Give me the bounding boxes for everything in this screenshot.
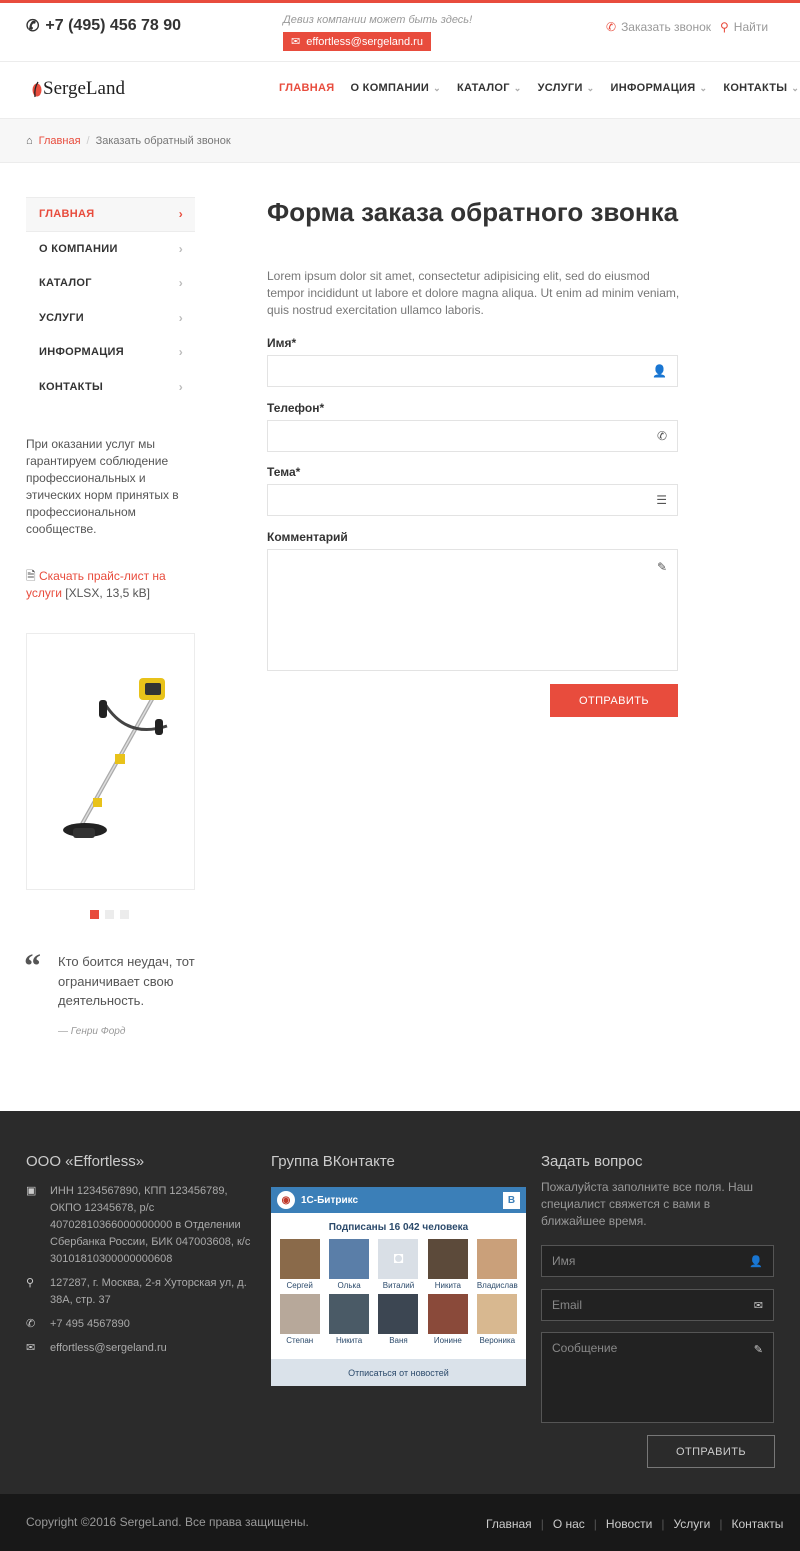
footer-ask-title: Задать вопрос — [541, 1153, 643, 1170]
footer-requisites-text: ИНН 1234567890, КПП 123456789, ОКПО 12345678, р/с 40702810366000000000 в Отделении Сбербанка России, БИК 047003608, к/с 30101810300000000608 — [50, 1185, 251, 1265]
quote-author: — Генри Форд — [58, 1026, 126, 1037]
chevron-right-icon: › — [178, 207, 183, 222]
avatar — [428, 1294, 468, 1334]
user-icon: 👤 — [749, 1255, 763, 1268]
vk-user-name: Сергей — [286, 1281, 313, 1290]
search-label: Найти — [733, 20, 769, 34]
topic-field[interactable] — [267, 484, 678, 516]
vk-user-name: Владислав — [476, 1281, 518, 1290]
user-icon: 👤 — [652, 364, 667, 378]
footer-message-placeholder: Сообщение — [552, 1341, 618, 1355]
slider-dot[interactable] — [120, 910, 129, 919]
breadcrumb-home[interactable]: Главная — [38, 135, 81, 147]
footer-link-contacts[interactable]: Контакты — [731, 1517, 784, 1531]
vk-user-name: Ионине — [433, 1336, 462, 1345]
chevron-right-icon: › — [178, 379, 183, 394]
chevron-down-icon: ⌄ — [699, 82, 708, 93]
avatar — [378, 1294, 418, 1334]
sidebar-item-label: О КОМПАНИИ — [39, 242, 118, 255]
nav-label: ГЛАВНАЯ — [279, 82, 335, 94]
chevron-right-icon: › — [178, 276, 183, 291]
phone-icon: ✆ — [26, 1318, 36, 1330]
logo-mark-icon — [32, 80, 42, 98]
footer-email-field[interactable] — [541, 1289, 774, 1321]
name-field[interactable] — [267, 355, 678, 387]
pencil-icon: ✎ — [753, 1344, 763, 1356]
list-icon: ☰ — [656, 493, 667, 507]
sidebar-item-services[interactable] — [26, 301, 195, 336]
vk-group-name[interactable]: 1С-Битрикс — [301, 1194, 359, 1206]
header-email[interactable] — [283, 32, 431, 51]
vk-user[interactable] — [473, 1239, 522, 1290]
sidebar-menu — [26, 197, 195, 404]
avatar — [329, 1239, 369, 1279]
vk-user-name: Степан — [286, 1336, 314, 1345]
footer-email-placeholder: Email — [552, 1298, 583, 1312]
footer-vk-title: Группа ВКонтакте — [271, 1153, 395, 1170]
quote-icon: “ — [24, 948, 41, 985]
nav-label: КОНТАКТЫ — [723, 82, 788, 94]
vk-user-name: Никита — [434, 1281, 462, 1290]
vk-user-name: Олька — [337, 1281, 361, 1290]
avatar — [477, 1239, 517, 1279]
vk-widget — [271, 1187, 526, 1386]
footer-address — [26, 1275, 258, 1309]
vk-user-grid — [271, 1233, 526, 1345]
nav-item-info[interactable] — [611, 82, 708, 94]
nav-label: КАТАЛОГ — [456, 82, 510, 94]
footer-message-field[interactable] — [541, 1332, 774, 1423]
avatar — [280, 1239, 320, 1279]
link-separator: | — [719, 1517, 723, 1531]
sidebar-item-label: КАТАЛОГ — [39, 277, 92, 290]
nav-item-about[interactable] — [350, 82, 441, 94]
breadcrumb-current: Заказать обратный звонок — [95, 135, 231, 147]
footer-phone — [26, 1316, 258, 1333]
topic-label: Тема* — [267, 465, 301, 479]
main-nav — [279, 82, 799, 94]
sidebar-quote: Кто боится неудач, тот ограничивает свою деятельность. — [58, 954, 195, 1008]
footer-submit-button[interactable]: ОТПРАВИТЬ — [647, 1435, 775, 1468]
envelope-icon: ✉ — [26, 1342, 36, 1354]
nav-label: ИНФОРМАЦИЯ — [610, 82, 696, 94]
chevron-right-icon: › — [178, 345, 183, 360]
sidebar-text: При оказании услуг мы гарантируем соблюдение профессиональных и этических норм принятых в профессиональном сообществе. — [26, 437, 179, 536]
envelope-icon: ✉ — [291, 36, 301, 48]
avatar — [280, 1294, 320, 1334]
vk-user[interactable] — [324, 1239, 373, 1290]
footer-ask-text: Пожалуйста заполните все поля. Наш специалист свяжется с вами в ближайшее время. — [541, 1180, 754, 1228]
sidebar-item-label: УСЛУГИ — [39, 311, 85, 324]
logo-text: SergeLand — [43, 78, 125, 99]
breadcrumb — [26, 135, 231, 147]
vk-header — [271, 1187, 526, 1213]
footer-email-text[interactable]: effortless@sergeland.ru — [50, 1342, 167, 1354]
footer-links — [486, 1517, 783, 1531]
file-icon: 🗎 — [26, 569, 36, 583]
trimmer-image — [27, 634, 194, 889]
slider-dot[interactable] — [105, 910, 114, 919]
sidebar-item-label: КОНТАКТЫ — [39, 380, 104, 393]
comment-field[interactable] — [267, 549, 678, 671]
phone-icon: ✆ — [656, 429, 667, 443]
sidebar-item-label: ИНФОРМАЦИЯ — [39, 346, 124, 359]
link-separator: | — [540, 1517, 544, 1531]
vk-user-name: Никита — [335, 1336, 363, 1345]
avatar — [428, 1239, 468, 1279]
nav-label: УСЛУГИ — [537, 82, 583, 94]
slider-dot[interactable] — [90, 910, 99, 919]
phone-icon: ✆ — [606, 20, 617, 34]
search-link[interactable] — [720, 20, 768, 34]
vk-subscribers: Подписаны 16 042 человека — [328, 1222, 469, 1233]
vk-user[interactable] — [275, 1294, 324, 1345]
price-download — [26, 568, 196, 602]
footer-name-placeholder: Имя — [552, 1254, 576, 1268]
footer-email — [26, 1340, 258, 1357]
footer-link-services[interactable]: Услуги — [673, 1517, 711, 1531]
sidebar-item-about[interactable] — [26, 232, 195, 267]
vk-user[interactable] — [473, 1294, 522, 1345]
avatar — [477, 1294, 517, 1334]
vk-user[interactable] — [374, 1294, 423, 1345]
home-icon[interactable]: ⌂ — [26, 135, 33, 147]
vk-unsubscribe-link[interactable]: Отписаться от новостей — [271, 1359, 526, 1386]
price-download-link[interactable]: Скачать прайс-лист на услуги — [26, 569, 166, 600]
id-card-icon: ▣ — [26, 1185, 37, 1197]
header-phone-text: +7 (495) 456 78 90 — [45, 17, 182, 34]
nav-item-contacts[interactable] — [723, 82, 799, 94]
vk-user[interactable] — [423, 1294, 472, 1345]
footer-link-about[interactable]: О нас — [552, 1517, 585, 1531]
phone-field[interactable] — [267, 420, 678, 452]
footer-company-title: ООО «Effortless» — [26, 1153, 145, 1170]
vk-icon[interactable]: B — [503, 1192, 520, 1209]
slider-dots — [90, 910, 129, 919]
form-intro: Lorem ipsum dolor sit amet, consectetur adipisicing elit, sed do eiusmod tempor incididunt ut labore et dolore magna aliqua. Ut enim ad minim veniam, quis nostrud exercitation ullamco laboris. — [267, 269, 680, 317]
callback-link[interactable] — [606, 20, 711, 34]
name-label: Имя* — [267, 336, 297, 350]
chevron-down-icon: ⌄ — [513, 82, 522, 93]
vk-user[interactable] — [324, 1294, 373, 1345]
nav-item-catalog[interactable] — [457, 82, 522, 94]
link-separator: | — [593, 1517, 597, 1531]
search-icon: ⚲ — [720, 20, 729, 34]
sidebar-item-contacts[interactable] — [26, 370, 195, 405]
vk-user[interactable] — [275, 1239, 324, 1290]
sidebar-item-home[interactable] — [26, 197, 195, 232]
envelope-icon: ✉ — [753, 1299, 763, 1312]
footer-phone-text[interactable]: +7 495 4567890 — [50, 1318, 130, 1330]
footer-link-news[interactable]: Новости — [605, 1517, 653, 1531]
phone-label: Телефон* — [267, 401, 325, 415]
breadcrumb-separator: / — [86, 135, 90, 147]
chevron-right-icon: › — [178, 241, 183, 256]
avatar — [329, 1294, 369, 1334]
callback-label: Заказать звонок — [621, 20, 711, 34]
vk-user[interactable] — [374, 1239, 423, 1290]
header-phone[interactable] — [26, 16, 181, 36]
page-title: Форма заказа обратного звонка — [267, 197, 679, 227]
submit-button[interactable]: ОТПРАВИТЬ — [550, 684, 678, 717]
company-motto: Девиз компании может быть здесь! — [283, 14, 473, 26]
footer-requisites — [26, 1183, 258, 1268]
nav-label: О КОМПАНИИ — [350, 82, 430, 94]
copyright: Copyright ©2016 SergeLand. Все права защищены. — [26, 1515, 309, 1529]
site-logo[interactable] — [32, 78, 125, 100]
footer-address-text: 127287, г. Москва, 2-я Хуторская ул, д. 38А, стр. 37 — [50, 1277, 247, 1306]
footer-name-field[interactable] — [541, 1245, 774, 1277]
vk-user[interactable] — [423, 1239, 472, 1290]
nav-item-home[interactable] — [279, 82, 334, 94]
footer-link-home[interactable]: Главная — [486, 1517, 532, 1531]
nav-item-services[interactable] — [538, 82, 595, 94]
vk-user-name: Виталий — [382, 1281, 415, 1290]
map-pin-icon: ⚲ — [26, 1277, 35, 1289]
vk-user-name: Вероника — [479, 1336, 516, 1345]
bitrix-logo-icon: ◉ — [277, 1191, 295, 1209]
sidebar-item-label: ГЛАВНАЯ — [39, 208, 95, 221]
chevron-down-icon: ⌄ — [586, 82, 595, 93]
vk-user-name: Ваня — [389, 1336, 408, 1345]
chevron-right-icon: › — [178, 310, 183, 325]
price-download-meta: [XLSX, 13,5 kB] — [65, 586, 151, 600]
sidebar-item-info[interactable] — [26, 335, 195, 370]
link-separator: | — [661, 1517, 665, 1531]
product-slider[interactable] — [26, 633, 195, 890]
camera-icon: ◘ — [378, 1239, 418, 1279]
header-email-text: effortless@sergeland.ru — [306, 35, 423, 48]
comment-label: Комментарий — [267, 530, 348, 544]
chevron-down-icon: ⌄ — [433, 82, 441, 93]
pencil-icon: ✎ — [656, 560, 667, 574]
sidebar-item-catalog[interactable] — [26, 266, 195, 301]
phone-icon: ✆ — [26, 18, 40, 35]
chevron-down-icon: ⌄ — [791, 82, 800, 93]
